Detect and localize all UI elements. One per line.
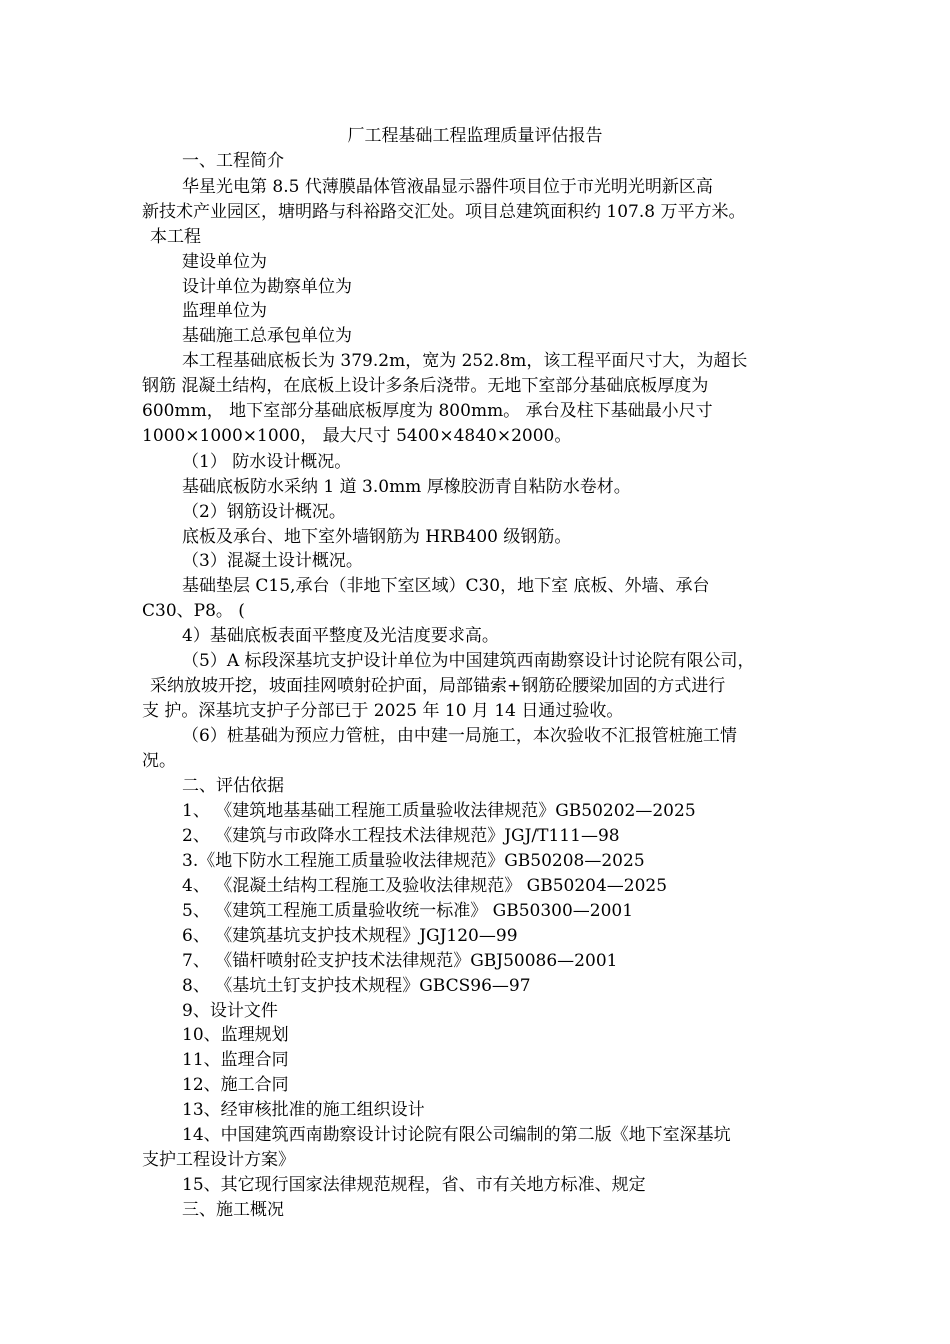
- basis-item: 4、 《混凝土结构工程施工及验收法律规范》 GB50204—2025: [182, 876, 668, 896]
- item-body: 基础底板防水采纳 1 道 3.0mm 厚橡胶沥青自粘防水卷材。: [182, 477, 631, 497]
- party-line: 监理单位为: [182, 301, 267, 321]
- item-body: 底板及承台、地下室外墙钢筋为 HRB400 级钢筋。: [182, 527, 572, 547]
- basis-item: 2、 《建筑与市政降水工程技术法律规范》JGJ/T111—98: [182, 826, 620, 846]
- basis-item: 3.《地下防水工程施工质量验收法律规范》GB50208—2025: [182, 851, 645, 871]
- basis-item: 10、监理规划: [182, 1025, 289, 1045]
- basis-item: 8、 《基坑土钉支护技术规程》GBCS96—97: [182, 976, 531, 996]
- item-line: （6）桩基础为预应力管桩，由中建一局施工，本次验收不汇报管桩施工情: [182, 726, 737, 746]
- intro-line: 华星光电第 8.5 代薄膜晶体管液晶显示器件项目位于市光明光明新区高: [182, 177, 713, 197]
- party-line: 设计单位为勘察单位为: [182, 277, 352, 297]
- intro-line: 本工程: [150, 227, 201, 247]
- basis-item: 15、其它现行国家法律规范规程，省、市有关地方标准、规定: [182, 1175, 646, 1195]
- basis-item: 7、 《锚杆喷射砼支护技术法律规范》GBJ50086—2001: [182, 951, 618, 971]
- basis-item: 13、经审核批准的施工组织设计: [182, 1100, 425, 1120]
- basis-item: 11、监理合同: [182, 1050, 289, 1070]
- item-line: 支 护。深基坑支护子分部已于 2025 年 10 月 14 日通过验收。: [142, 701, 624, 721]
- party-line: 基础施工总承包单位为: [182, 326, 352, 346]
- item-line: （5）A 标段深基坑支护设计单位为中国建筑西南勘察设计讨论院有限公司，: [182, 651, 755, 671]
- item-line: 4）基础底板表面平整度及光洁度要求高。: [182, 626, 499, 646]
- basis-item: 支护工程设计方案》: [142, 1150, 295, 1170]
- basis-item: 5、 《建筑工程施工质量验收统一标准》 GB50300—2001: [182, 901, 634, 921]
- item-body: 基础垫层 C15,承台（非地下室区域）C30，地下室 底板、外墙、承台: [182, 576, 710, 596]
- foundation-line: 钢筋 混凝土结构，在底板上设计多条后浇带。无地下室部分基础底板厚度为: [142, 376, 709, 396]
- foundation-line: 600mm， 地下室部分基础底板厚度为 800mm。 承台及柱下基础最小尺寸: [142, 401, 713, 421]
- basis-item: 6、 《建筑基坑支护技术规程》JGJ120—99: [182, 926, 518, 946]
- party-line: 建设单位为: [182, 252, 267, 272]
- foundation-line: 1000×1000×1000， 最大尺寸 5400×4840×2000。: [142, 426, 572, 446]
- document-title: 厂工程基础工程监理质量评估报告: [347, 126, 603, 146]
- item-line: 采纳放坡开挖，坡面挂网喷射砼护面，局部锚索+钢筋砼腰梁加固的方式进行: [150, 676, 726, 696]
- foundation-line: 本工程基础底板长为 379.2m，宽为 252.8m，该工程平面尺寸大，为超长: [182, 351, 748, 371]
- basis-item: 9、设计文件: [182, 1001, 278, 1021]
- basis-item: 12、施工合同: [182, 1075, 289, 1095]
- item-heading: （3）混凝土设计概况。: [182, 551, 363, 571]
- item-heading: （2）钢筋设计概况。: [182, 502, 346, 522]
- intro-line: 新技术产业园区，塘明路与科裕路交汇处。项目总建筑面积约 107.8 万平方米。: [142, 202, 746, 222]
- item-line: 况。: [142, 751, 176, 771]
- section-heading-overview: 一、工程简介: [182, 151, 284, 171]
- basis-item: 14、中国建筑西南勘察设计讨论院有限公司编制的第二版《地下室深基坑: [182, 1125, 731, 1145]
- section-heading-construction: 三、施工概况: [182, 1200, 284, 1220]
- item-body: C30、P8。 (: [142, 601, 245, 621]
- section-heading-basis: 二、评估依据: [182, 776, 284, 796]
- item-heading: （1） 防水设计概况。: [182, 452, 352, 472]
- basis-item: 1、 《建筑地基基础工程施工质量验收法律规范》GB50202—2025: [182, 801, 696, 821]
